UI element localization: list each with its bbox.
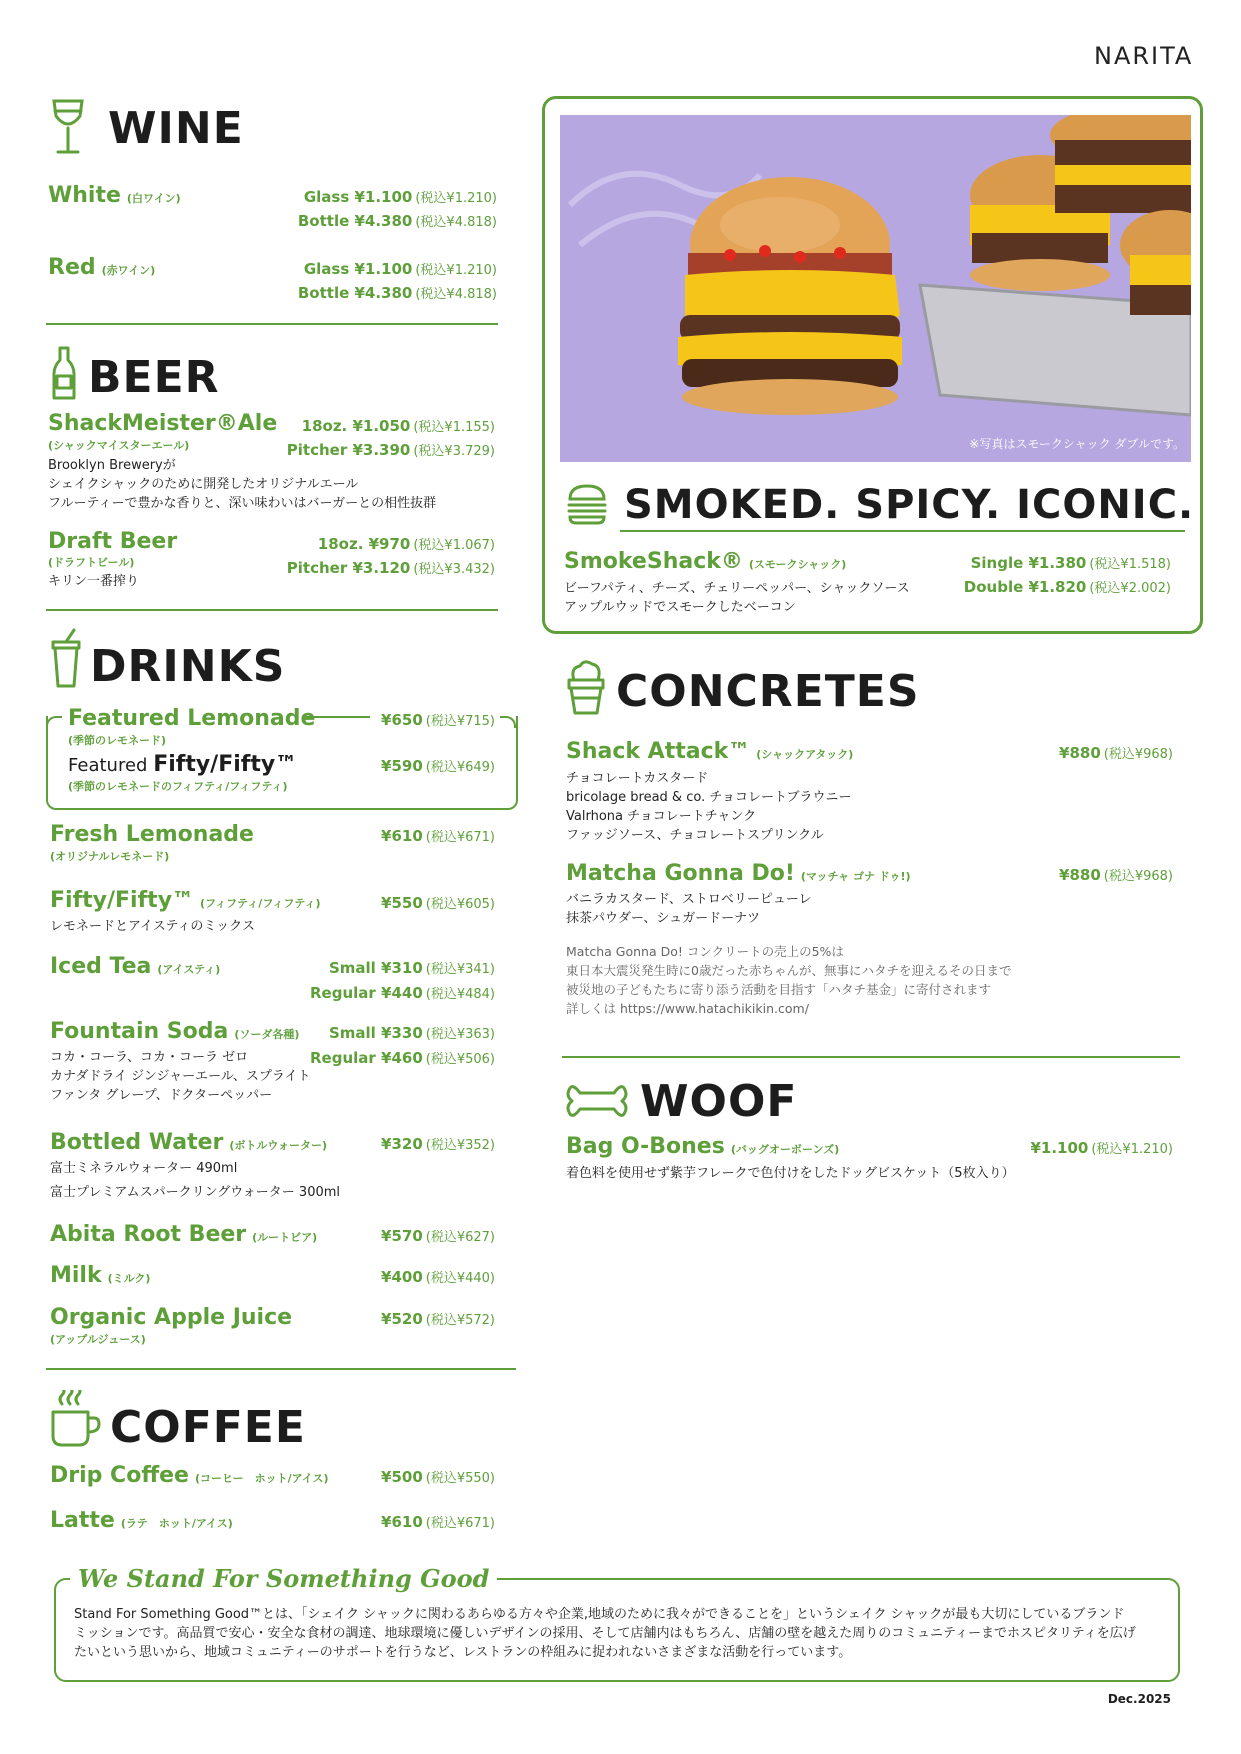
bottled-water-desc-2: 富士プレミアムスパークリングウォーター 300ml: [50, 1185, 341, 1200]
drinks-divider: [46, 1368, 516, 1370]
drip-coffee-name: Drip Coffee (コーヒー ホット/アイス): [50, 1463, 329, 1488]
latte-name: Latte (ラテ ホット/アイス): [50, 1508, 233, 1533]
shack-attack-desc-3: Valrhona チョコレートチャンク: [566, 809, 757, 824]
bottled-water-desc-1: 富士ミネラルウォーター 490ml: [50, 1161, 238, 1176]
wine-white-bottle-price: Bottle ¥4.380 (税込¥4.818): [297, 212, 497, 230]
shack-attack-price: ¥880 (税込¥968): [1059, 744, 1173, 762]
shackmeister-name: ShackMeister®Ale: [48, 411, 278, 436]
wine-divider: [46, 323, 498, 325]
shack-attack-name: Shack Attack™ (シャックアタック): [566, 739, 854, 764]
latte-price: ¥610 (税込¥671): [381, 1513, 495, 1531]
stand-text-3: たいという思いから、地域コミュニティーのサポートを行うなど、レストランの枠組みに捉われないさまざまな活動を行っています。: [74, 1645, 852, 1660]
drink-cup-icon: [50, 628, 82, 690]
shack-attack-desc-2: bricolage bread & co. チョコレートブラウニー: [566, 790, 852, 805]
drinks-title: DRINKS: [90, 641, 286, 692]
woof-title: WOOF: [640, 1076, 798, 1127]
matcha-note-1: Matcha Gonna Do! コンクリートの売上の5%は: [566, 944, 844, 959]
iced-tea-regular-price: Regular ¥440 (税込¥484): [309, 984, 495, 1002]
featured-lemonade-price: ¥650 (税込¥715): [381, 711, 495, 729]
stand-text-2: ミッションです。高品質で安心・安全な食材の調達、地球環境に優しいデザインの採用、そして店舗内はもちろん、店舗の壁を越えた周りのコミュニティーまでホスピタリティを広げ: [74, 1626, 1136, 1641]
draft-beer-pitcher-price: Pitcher ¥3.120 (税込¥3.432): [286, 559, 495, 577]
smoked-title: SMOKED. SPICY. ICONIC.: [624, 482, 1195, 528]
stand-text-1: Stand For Something Good™とは、「シェイク シャックに関わるあらゆる方々や企業,地域のために我々ができることを」というシェイク シャックが最も大切にしているブランド: [74, 1607, 1125, 1622]
shackmeister-desc-3: フルーティーで豊かな香りと、深い味わいはバーガーとの相性抜群: [48, 496, 437, 511]
concrete-cup-icon: [566, 658, 606, 716]
milk-name: Milk (ミルク): [50, 1263, 151, 1288]
coffee-title: COFFEE: [110, 1402, 306, 1453]
fountain-soda-desc-2: カナダドライ ジンジャーエール、スプライト: [50, 1069, 311, 1084]
matcha-name: Matcha Gonna Do! (マッチャ ゴナ ドゥ!): [566, 861, 911, 886]
burger-icon: [566, 483, 608, 525]
root-beer-name: Abita Root Beer (ルートビア): [50, 1222, 318, 1247]
featured-lemonade-jp: (季節のレモネード): [68, 734, 167, 747]
shackmeister-jp: (シャックマイスターエール): [48, 439, 190, 452]
featured-fifty-name: Featured Fifty/Fifty™: [68, 752, 298, 777]
wine-red-bottle-price: Bottle ¥4.380 (税込¥4.818): [297, 284, 497, 302]
matcha-note-link[interactable]: 詳しくは https://www.hatachikikin.com/: [566, 1001, 809, 1016]
wine-red-glass-price: Glass ¥1.100 (税込¥1.210): [303, 260, 497, 278]
drip-coffee-price: ¥500 (税込¥550): [381, 1468, 495, 1486]
draft-beer-desc: キリン一番搾り: [48, 574, 140, 589]
concretes-title: CONCRETES: [616, 666, 920, 717]
fountain-soda-small-price: Small ¥330 (税込¥363): [328, 1024, 495, 1042]
apple-juice-price: ¥520 (税込¥572): [381, 1310, 495, 1328]
wine-white-name: White (白ワイン): [48, 183, 181, 208]
draft-beer-name: Draft Beer: [48, 529, 178, 554]
root-beer-price: ¥570 (税込¥627): [381, 1227, 495, 1245]
photo-note: ※写真はスモークシャック ダブルです。: [969, 437, 1185, 451]
featured-lemonade-name: Featured Lemonade: [68, 706, 316, 731]
fresh-lemonade-jp: (オリジナルレモネード): [50, 850, 170, 863]
featured-box-top-left: [46, 716, 62, 728]
smokeshack-photo: [560, 115, 1191, 462]
bag-o-bones-name: Bag O-Bones (バッグオーボーンズ): [566, 1134, 840, 1159]
matcha-price: ¥880 (税込¥968): [1059, 866, 1173, 884]
fountain-soda-regular-price: Regular ¥460 (税込¥506): [309, 1049, 495, 1067]
fountain-soda-desc-1: コカ・コーラ、コカ・コーラ ゼロ: [50, 1050, 249, 1065]
matcha-desc-1: バニラカスタード、ストロベリーピューレ: [566, 892, 812, 907]
shack-attack-desc-4: ファッジソース、チョコレートスプリンクル: [566, 828, 824, 843]
shackmeister-desc-2: シェイクシャックのために開発したオリジナルエール: [48, 477, 359, 492]
matcha-note-3: 被災地の子どもたちに寄り添う活動を目指す「ハタチ基金」に寄付されます: [566, 982, 992, 997]
apple-juice-jp: (アップルジュース): [50, 1333, 146, 1346]
smokeshack-name: SmokeShack® (スモークシャック): [564, 549, 847, 574]
iced-tea-name: Iced Tea (アイスティ): [50, 954, 221, 979]
concretes-divider: [562, 1056, 1180, 1058]
coffee-mug-icon: [50, 1390, 102, 1448]
bag-o-bones-desc: 着色料を使用せず紫芋フレークで色付けをしたドッグビスケット（5枚入り）: [566, 1166, 1015, 1181]
draft-beer-jp: (ドラフトビール): [48, 556, 135, 569]
draft-beer-18oz-price: 18oz. ¥970 (税込¥1.067): [317, 535, 495, 553]
wine-title: WINE: [108, 103, 244, 154]
fresh-lemonade-price: ¥610 (税込¥671): [381, 827, 495, 845]
fountain-soda-name: Fountain Soda (ソーダ各種): [50, 1019, 300, 1044]
fresh-lemonade-name: Fresh Lemonade: [50, 822, 254, 847]
shack-attack-desc-1: チョコレートカスタード: [566, 771, 709, 786]
beer-divider: [46, 609, 498, 611]
beer-title: BEER: [88, 352, 220, 403]
featured-fifty-price: ¥590 (税込¥649): [381, 757, 495, 775]
iced-tea-small-price: Small ¥310 (税込¥341): [328, 959, 495, 977]
smokeshack-single-price: Single ¥1.380 (税込¥1.518): [970, 554, 1171, 572]
matcha-desc-2: 抹茶パウダー、シュガードーナツ: [566, 911, 760, 926]
milk-price: ¥400 (税込¥440): [381, 1268, 495, 1286]
dog-bone-icon: [566, 1080, 628, 1122]
bottled-water-name: Bottled Water (ボトルウォーター): [50, 1130, 328, 1155]
smokeshack-desc-1: ビーフパティ、チーズ、チェリーペッパー、シャックソース: [564, 581, 910, 596]
shackmeister-pitcher-price: Pitcher ¥3.390 (税込¥3.729): [286, 441, 495, 459]
shackmeister-18oz-price: 18oz. ¥1.050 (税込¥1.155): [301, 417, 495, 435]
smokeshack-double-price: Double ¥1.820 (税込¥2.002): [963, 578, 1171, 596]
fifty-fifty-desc: レモネードとアイスティのミックス: [50, 919, 256, 934]
apple-juice-name: Organic Apple Juice: [50, 1305, 293, 1330]
wine-glass-icon: [50, 98, 86, 156]
matcha-note-2: 東日本大震災発生時に0歳だった赤ちゃんが、無事にハタチを迎えるその日まで: [566, 963, 1012, 978]
wine-white-glass-price: Glass ¥1.100 (税込¥1.210): [303, 188, 497, 206]
shackmeister-desc-1: Brooklyn Breweryが: [48, 458, 176, 473]
smoked-title-underline: [620, 530, 1185, 532]
featured-fifty-jp: (季節のレモネードのフィフティ/フィフティ): [68, 780, 288, 793]
wine-red-name: Red (赤ワイン): [48, 255, 156, 280]
fifty-fifty-name: Fifty/Fifty™ (フィフティ/フィフティ): [50, 888, 321, 913]
bottled-water-price: ¥320 (税込¥352): [381, 1135, 495, 1153]
beer-bottle-icon: [52, 346, 76, 402]
fifty-fifty-price: ¥550 (税込¥605): [381, 894, 495, 912]
fountain-soda-desc-3: ファンタ グレープ、ドクターペッパー: [50, 1088, 273, 1103]
smokeshack-desc-2: アップルウッドでスモークしたベーコン: [564, 600, 796, 615]
store-name: NARITA: [1094, 42, 1194, 70]
bag-o-bones-price: ¥1.100 (税込¥1.210): [1030, 1139, 1173, 1157]
footer-date: Dec.2025: [1107, 1692, 1171, 1706]
stand-title: We Stand For Something Good: [70, 1564, 497, 1593]
